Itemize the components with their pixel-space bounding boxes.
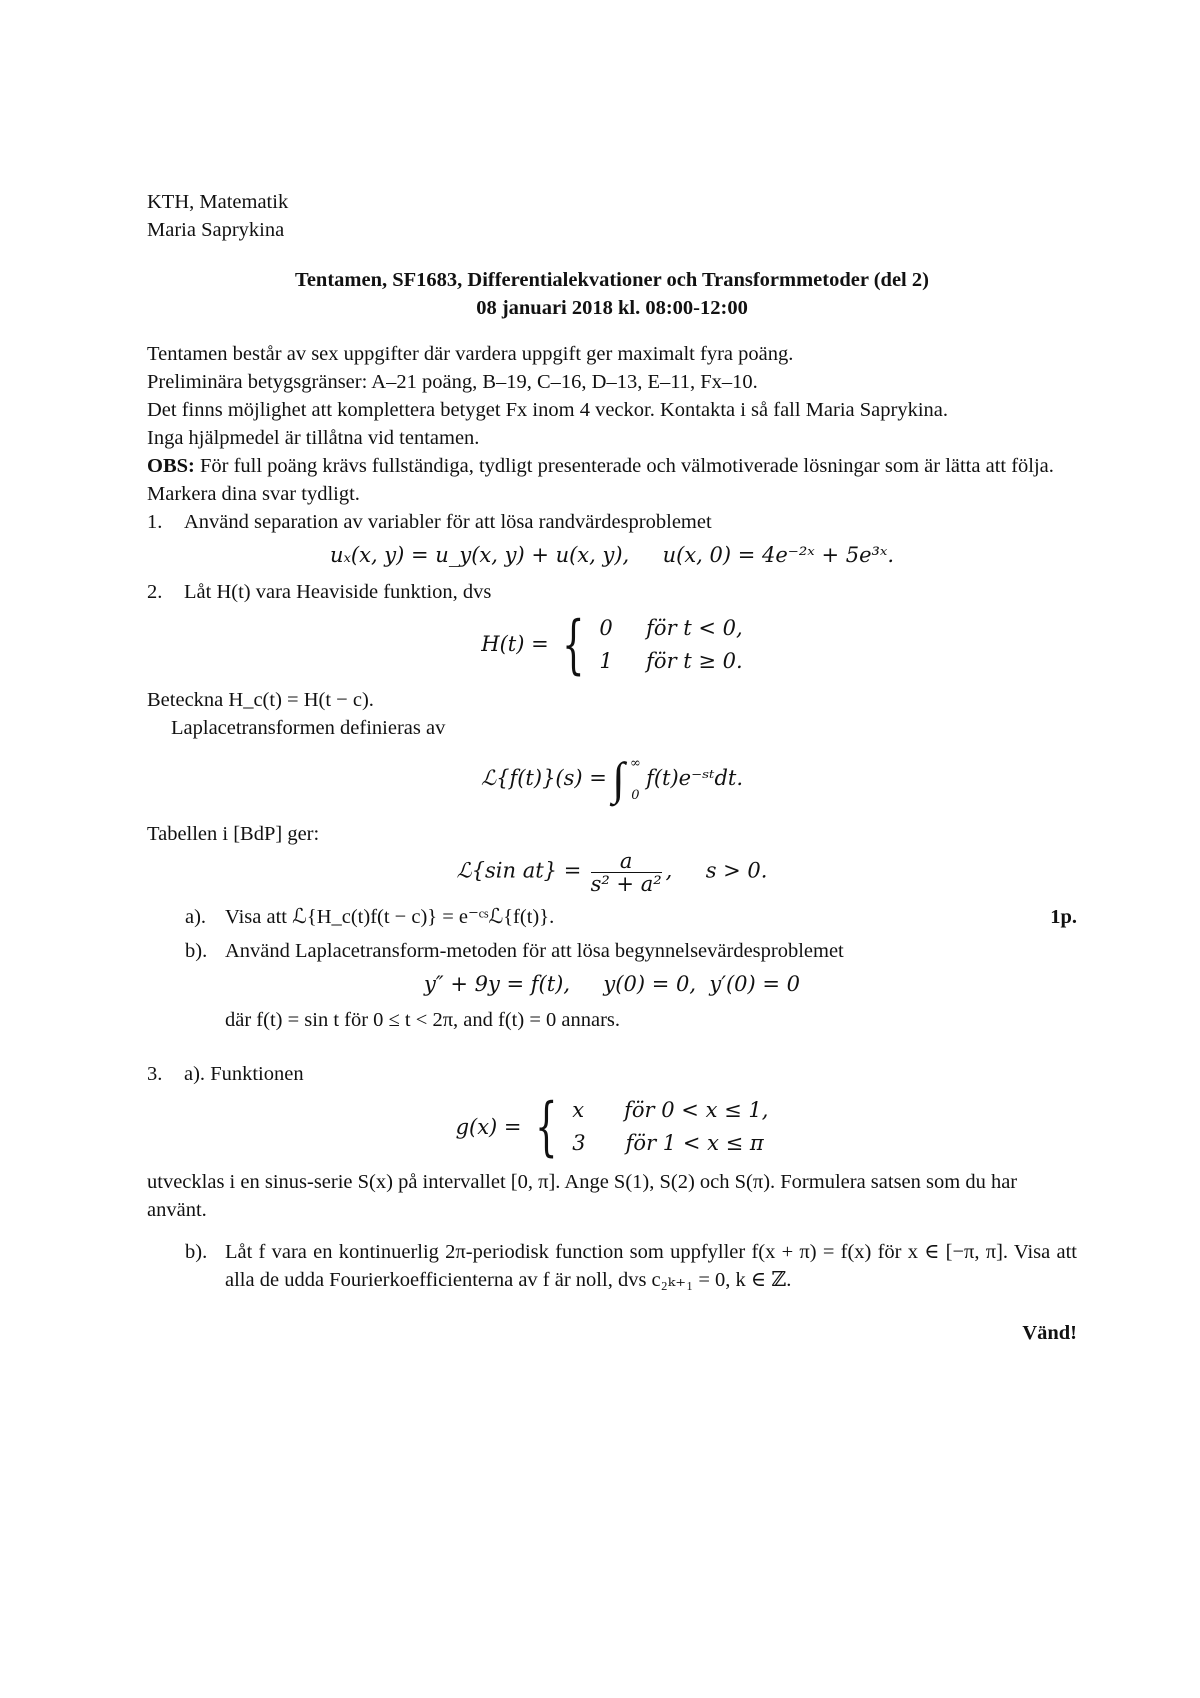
table-lhs: ℒ{sin at} = (456, 858, 582, 883)
question-1 (147, 508, 1077, 536)
q2a-text: Visa att ℒ{H_c(t)f(t − c)} = e⁻ᶜˢℒ{f(t)}. (225, 905, 555, 928)
q1-number: 1. (147, 511, 163, 533)
heaviside-lhs: H(t) = (481, 631, 549, 656)
intro-p3: Det finns möjlighet att komplettera betyget Fx inom 4 veckor. Kontakta i så fall Maria Saprykina. (147, 399, 949, 421)
q2a-label: a). (185, 905, 207, 928)
g-case-2: 3 för 1 < x ≤ π (572, 1131, 764, 1156)
intro-p4: Inga hjälpmedel är tillåtna vid tentamen. (147, 427, 480, 449)
q3a-text: Funktionen (210, 1063, 304, 1086)
laplace-rhs: f(t)e⁻ˢᵗdt. (646, 765, 743, 790)
q3-number: 3. (147, 1063, 163, 1086)
heaviside-case-2: 1 för t ≥ 0. (599, 648, 743, 673)
q3b-text: Låt f vara en kontinuerlig 2π-periodisk function som uppfyller f(x + π) = f(x) för x ∈ [−π, π]. Visa att alla de udda Fourierkoefficienterna av f är noll, dvs c₂ₖ₊₁ = 0, k ∈ ℤ. (225, 1241, 1077, 1292)
q2b (185, 937, 1077, 965)
left-brace: { (534, 1090, 558, 1165)
institution: KTH, Matematik (147, 191, 289, 213)
q3b-label: b). (185, 1241, 208, 1264)
q2a-points: 1p. (1050, 905, 1077, 928)
q1-equation: uₓ(x, y) = u_y(x, y) + u(x, y), u(x, 0) = 4e⁻²ˣ + 5e³ˣ. (329, 543, 895, 567)
g-lhs: g(x) = (455, 1114, 522, 1139)
q2-laplace-intro: Laplacetransformen definieras av (171, 716, 446, 739)
integral-sign: ∫ (612, 753, 625, 805)
table-condition: , s > 0. (665, 858, 768, 883)
q2-number: 2. (147, 580, 163, 603)
table-fraction: $\frac{a}{\text{s² + a²}}$ (590, 848, 662, 896)
laplace-lhs: ℒ{f(t)}(s) = (480, 765, 607, 790)
title-line-1: Tentamen, SF1683, Differentialekvationer och Transformmetoder (del 2) (295, 269, 929, 291)
g-case-1: x för 0 < x ≤ 1, (572, 1098, 769, 1123)
left-brace: { (561, 607, 585, 682)
intro-obs (147, 452, 1077, 508)
intro (147, 340, 1077, 508)
obs-text: För full poäng krävs fullständiga, tydligt presenterade och välmotiverade lösningar som är lätta att följa. Markera dina svar tydligt. (147, 455, 1054, 505)
title-line-2: 08 januari 2018 kl. 08:00-12:00 (476, 297, 748, 319)
header (147, 188, 1077, 244)
q3a-label: a). (184, 1063, 206, 1086)
q2b-equation: y″ + 9y = f(t), y(0) = 0, y′(0) = 0 (423, 971, 801, 996)
laplace-definition (147, 748, 1077, 812)
q2-define: Beteckna H_c(t) = H(t − c). (147, 688, 374, 711)
g-definition (147, 1090, 1077, 1165)
intro-p1: Tentamen består av sex uppgifter där vardera uppgift ger maximalt fyra poäng. (147, 343, 794, 365)
author: Maria Saprykina (147, 219, 285, 241)
q2a (185, 903, 1077, 931)
heaviside-definition (147, 607, 1077, 682)
obs-label: OBS: (147, 455, 195, 477)
exam-title (147, 266, 1077, 322)
table-entry (147, 850, 1077, 895)
question-2 (147, 578, 1077, 606)
turn-page: Vänd! (1022, 1322, 1077, 1345)
q2b-where: där f(t) = sin t för 0 ≤ t < 2π, and f(t) = 0 annars. (225, 1009, 621, 1032)
intro-p2: Preliminära betygsgränser: A–21 poäng, B–19, C–16, D–13, E–11, Fx–10. (147, 371, 758, 393)
q2b-text: Använd Laplacetransform-metoden för att lösa begynnelsevärdesproblemet (225, 939, 844, 962)
q3a-after: utvecklas i en sinus-serie S(x) på intervallet [0, π]. Ange S(1), S(2) och S(π). Formulera satsen som du har använt. (147, 1171, 1018, 1222)
integral-limits: ∞ 0 (629, 755, 641, 803)
q2-table-intro: Tabellen i [BdP] ger: (147, 822, 320, 845)
q1-text: Använd separation av variabler för att lösa randvärdesproblemet (184, 511, 712, 533)
question-3 (147, 1060, 1077, 1088)
heaviside-case-1: 0 för t < 0, (599, 615, 743, 640)
exam-page (147, 188, 1077, 1347)
q2-text: Låt H(t) vara Heaviside funktion, dvs (184, 580, 492, 603)
q2b-label: b). (185, 939, 208, 962)
q3b (185, 1238, 1077, 1294)
